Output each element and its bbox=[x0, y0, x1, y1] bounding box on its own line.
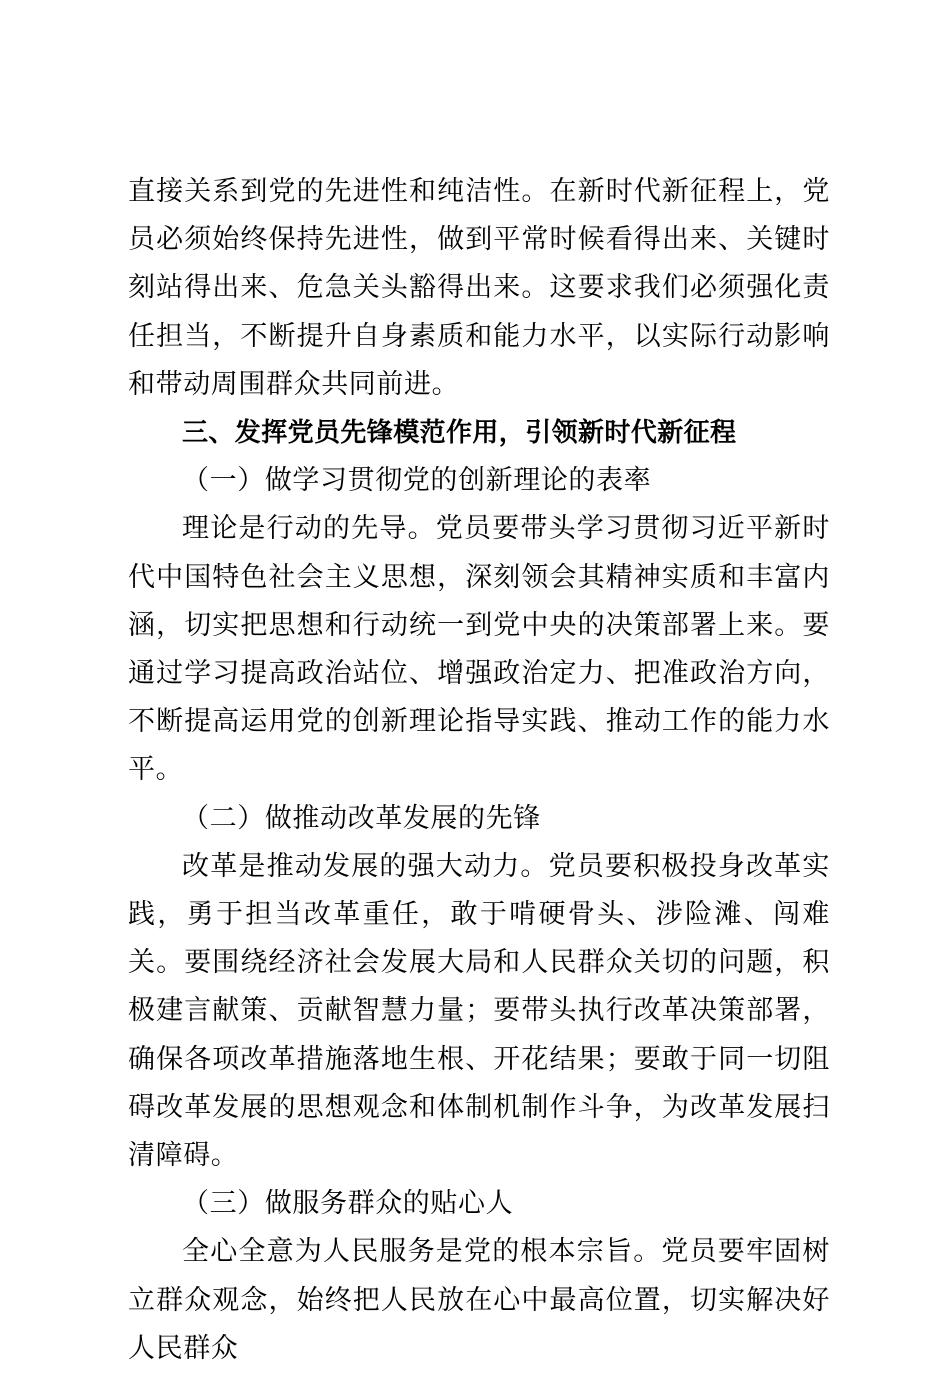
subsection-heading-3: （三）做服务群众的贴心人 bbox=[182, 1188, 514, 1220]
subsection-body-3: 全心全意为人民服务是党的根本宗旨。党员要牢固树立群众观念，始终把人民放在心中最高位置，切实解决好人民群众 bbox=[128, 1236, 830, 1364]
document-body bbox=[128, 168, 830, 1373]
subsection-body-2: 改革是推动发展的强大动力。党员要积极投身改革实践，勇于担当改革重任，敢于啃硬骨头、涉险滩、闯难关。要围绕经济社会发展大局和人民群众关切的问题，积极建言献策、贡献智慧力量；要带头执行改革决策部署，确保各项改革措施落地生根、开花结果；要敢于同一切阻碍改革发展的思想观念和体制机制作斗争，为改革发展扫清障碍。 bbox=[128, 850, 830, 1172]
subsection-body-1: 理论是行动的先导。党员要带头学习贯彻习近平新时代中国特色社会主义思想，深刻领会其精神实质和丰富内涵，切实把思想和行动统一到党中央的决策部署上来。要通过学习提高政治站位、增强政治定力、把准政治方向，不断提高运用党的创新理论指导实践、推动工作的能力水平。 bbox=[128, 513, 830, 786]
section-heading: 三、发挥党员先锋模范作用，引领新时代新征程 bbox=[182, 418, 737, 449]
subsection-heading-2: （二）做推动改革发展的先锋 bbox=[182, 802, 541, 834]
continued-paragraph: 直接关系到党的先进性和纯洁性。在新时代新征程上，党员必须始终保持先进性，做到平常时候看得出来、关键时刻站得出来、危急关头豁得出来。这要求我们必须强化责任担当，不断提升自身素质和能力水平，以实际行动影响和带动周围群众共同前进。 bbox=[128, 176, 830, 400]
subsection-heading-1: （一）做学习贯彻党的创新理论的表率 bbox=[182, 465, 652, 497]
